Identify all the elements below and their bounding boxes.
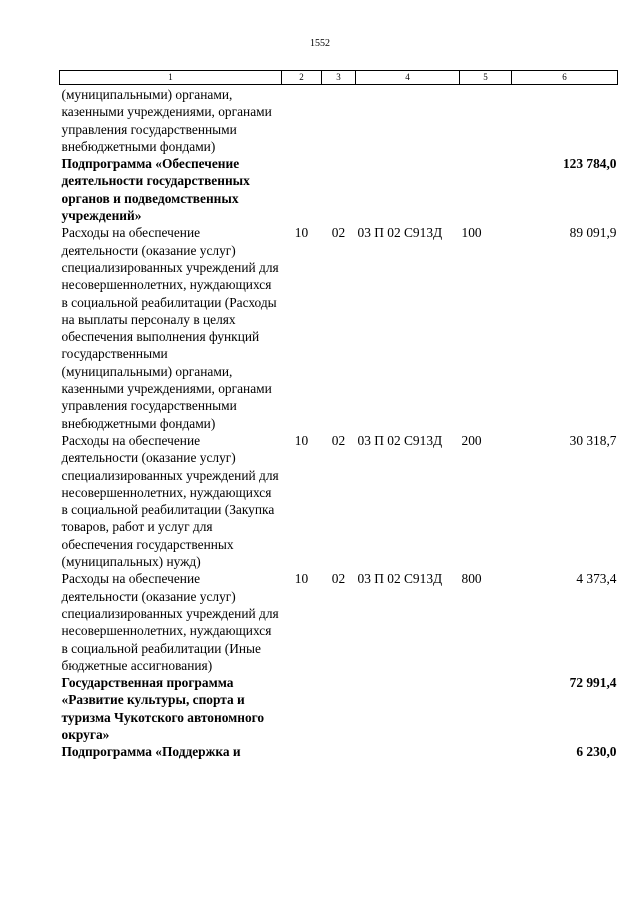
- row-section: [282, 743, 322, 760]
- table-row: [60, 432, 618, 570]
- header-col-4: 4: [356, 71, 460, 85]
- row-amount: 89 091,9: [569, 225, 617, 241]
- row-target: [356, 674, 460, 743]
- header-col-2: 2: [282, 71, 322, 85]
- table-body: [60, 85, 618, 761]
- table-row: [60, 570, 618, 674]
- table-header: [60, 71, 618, 85]
- row-amount: 4 373,4: [576, 571, 617, 587]
- table-row: [60, 85, 618, 156]
- row-amount: [512, 85, 618, 156]
- row-name: Подпрограмма «Обеспечение деятельности государственных органов и подведомственных учреждений»: [61, 156, 250, 224]
- row-vr: 100: [461, 225, 482, 241]
- row-vr: 800: [461, 571, 482, 587]
- budget-table: [59, 70, 618, 761]
- row-name: Государственная программа «Развитие культуры, спорта и туризма Чукотского автономного округа»: [61, 675, 265, 742]
- row-target: 03 П 02 С913Д: [357, 225, 443, 241]
- row-subsection: [322, 674, 356, 743]
- row-subsection: 02: [331, 225, 346, 241]
- row-target: [356, 743, 460, 760]
- row-section: [282, 85, 322, 156]
- row-vr: [460, 674, 512, 743]
- table-row: [60, 674, 618, 743]
- row-target: [356, 155, 460, 224]
- row-amount: 123 784,0: [562, 156, 617, 172]
- row-target: 03 П 02 С913Д: [357, 571, 443, 587]
- header-row: [60, 71, 618, 85]
- row-amount: 30 318,7: [569, 432, 617, 448]
- row-subsection: [322, 743, 356, 760]
- table-row: [60, 224, 618, 432]
- header-col-3: 3: [322, 71, 356, 85]
- row-amount: 6 230,0: [576, 744, 617, 760]
- row-name: Расходы на обеспечение деятельности (оказание услуг) специализированных учреждений для несовершеннолетних, нуждающихся в социальной реабилитации (Иные бюджетные ассигнования): [61, 571, 279, 673]
- row-target: [356, 85, 460, 156]
- row-subsection: 02: [331, 571, 346, 587]
- row-amount: 72 991,4: [569, 675, 617, 691]
- row-section: [282, 674, 322, 743]
- row-section: 10: [294, 571, 309, 587]
- row-name: Расходы на обеспечение деятельности (оказание услуг) специализированных учреждений для несовершеннолетних, нуждающихся в социальной реабилитации (Закупка товаров, работ и услуг для обеспечения государственных (муниципальных) нужд): [61, 432, 279, 570]
- row-name: (муниципальными) органами, казенными учреждениями, органами управления государственными внебюджетными фондами): [61, 87, 272, 154]
- table-row: [60, 155, 618, 224]
- row-section: 10: [294, 225, 309, 241]
- row-name: Расходы на обеспечение деятельности (оказание услуг) специализированных учреждений для несовершеннолетних, нуждающихся в социальной реабилитации (Расходы на выплаты персоналу в целях обеспечения выполнения функций государственными (муниципальными) органами, казенными учреждениями, органами управления государственными внебюджетными фондами): [61, 225, 279, 431]
- header-col-5: 5: [460, 71, 512, 85]
- row-subsection: [322, 155, 356, 224]
- page-number: 1552: [310, 38, 330, 49]
- header-col-1: 1: [60, 71, 282, 85]
- row-vr: 200: [461, 432, 482, 448]
- table-row: [60, 743, 618, 760]
- row-section: 10: [294, 432, 309, 448]
- row-subsection: [322, 85, 356, 156]
- row-subsection: 02: [331, 432, 346, 448]
- row-name: Подпрограмма «Поддержка и: [61, 744, 241, 760]
- row-vr: [460, 85, 512, 156]
- row-target: 03 П 02 С913Д: [357, 432, 443, 448]
- row-vr: [460, 155, 512, 224]
- row-section: [282, 155, 322, 224]
- row-vr: [460, 743, 512, 760]
- header-col-6: 6: [512, 71, 618, 85]
